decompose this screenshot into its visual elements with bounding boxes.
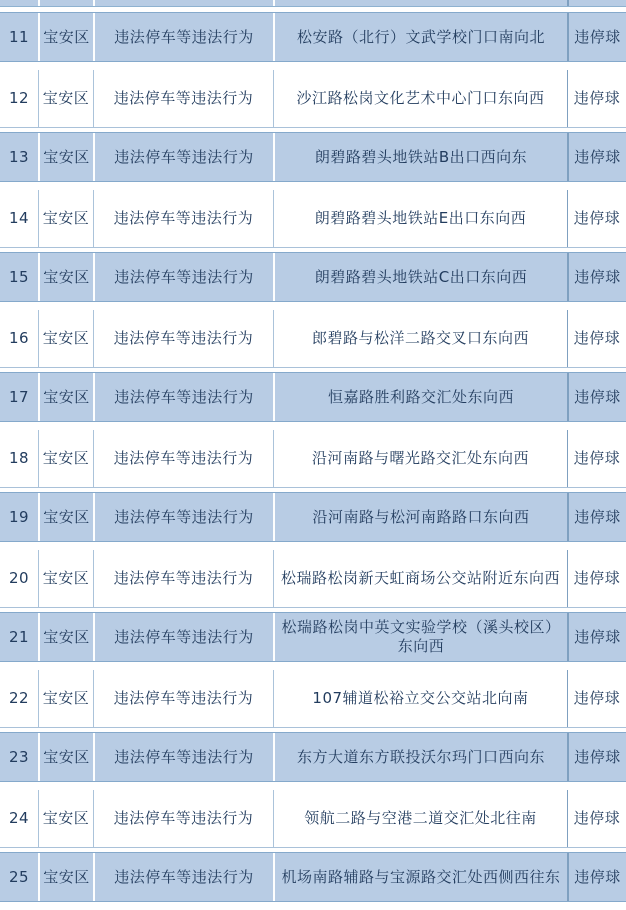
table-row — [0, 430, 626, 488]
violation-type-label: 违法停车等违法行为 — [113, 689, 254, 707]
table-row — [0, 732, 626, 790]
violation-type-cell — [93, 0, 273, 6]
district-cell — [38, 853, 93, 901]
violation-type-label: 违法停车等违法行为 — [114, 747, 254, 766]
location-label: 沙江路松岗文化艺术中心门口东向西 — [296, 89, 545, 107]
device-type-label: 违停球 — [574, 267, 621, 286]
row-number: 15 — [8, 267, 30, 286]
device-type-cell — [567, 613, 626, 661]
device-type-cell — [567, 253, 626, 301]
district-label: 宝安区 — [42, 809, 90, 827]
device-type-label: 违停球 — [573, 449, 621, 467]
partial-row-above — [0, 0, 626, 7]
location-label: 郎碧路与松洋二路交叉口东向西 — [311, 329, 529, 347]
device-type-cell — [567, 790, 626, 847]
row-number: 20 — [8, 569, 30, 587]
violation-type-label: 违法停车等违法行为 — [113, 569, 254, 587]
district-cell — [38, 550, 93, 607]
location-label: 机场南路辅路与宝源路交汇处西侧西往东 — [281, 867, 561, 886]
district-label: 宝安区 — [43, 27, 90, 46]
violation-type-cell — [93, 790, 273, 847]
violation-type-cell — [93, 190, 273, 247]
table-row — [0, 670, 626, 728]
row-number: 11 — [8, 27, 30, 46]
device-type-cell — [567, 430, 626, 487]
district-label: 宝安区 — [43, 387, 90, 406]
row-number: 17 — [8, 387, 30, 406]
table-row — [0, 70, 626, 128]
row-number: 23 — [8, 747, 30, 766]
violation-type-cell — [93, 430, 273, 487]
district-cell — [38, 493, 93, 541]
violation-type-cell — [93, 493, 273, 541]
row-number-cell — [0, 253, 38, 301]
device-type-cell — [567, 310, 626, 367]
location-cell — [273, 133, 567, 181]
location-cell — [273, 13, 567, 61]
device-type-label: 违停球 — [574, 147, 621, 166]
location-cell — [273, 310, 567, 367]
table-row-band — [0, 612, 626, 662]
violation-type-cell — [93, 373, 273, 421]
location-cell — [273, 70, 567, 127]
row-number: 25 — [8, 867, 30, 886]
device-type-cell — [567, 133, 626, 181]
violation-type-label: 违法停车等违法行为 — [113, 449, 254, 467]
violation-type-cell — [93, 613, 273, 661]
device-type-label: 违停球 — [574, 747, 621, 766]
violation-type-label: 违法停车等违法行为 — [114, 147, 254, 166]
location-label: 恒嘉路胜利路交汇处东向西 — [327, 387, 514, 406]
violation-type-label: 违法停车等违法行为 — [113, 209, 254, 227]
violation-type-label: 违法停车等违法行为 — [114, 387, 254, 406]
table-row — [0, 132, 626, 190]
district-label: 宝安区 — [43, 267, 90, 286]
location-cell — [273, 550, 567, 607]
table-row-band — [0, 852, 626, 902]
district-cell — [38, 430, 93, 487]
violation-type-label: 违法停车等违法行为 — [114, 27, 254, 46]
row-number: 22 — [8, 689, 30, 707]
district-label: 宝安区 — [43, 507, 90, 526]
table-row — [0, 12, 626, 70]
district-label: 宝安区 — [43, 747, 90, 766]
district-cell — [38, 253, 93, 301]
device-type-label: 违停球 — [573, 89, 621, 107]
location-label: 107辅道松裕立交公交站北向南 — [312, 689, 529, 707]
district-label: 宝安区 — [42, 329, 90, 347]
row-number-cell — [0, 133, 38, 181]
location-label: 沿河南路与曙光路交汇处东向西 — [311, 449, 529, 467]
location-cell — [273, 190, 567, 247]
device-type-cell — [567, 70, 626, 127]
violation-type-cell — [93, 13, 273, 61]
district-label: 宝安区 — [42, 569, 90, 587]
row-number-cell — [0, 670, 38, 727]
table-row — [0, 190, 626, 248]
row-number: 24 — [8, 809, 30, 827]
table-row — [0, 612, 626, 670]
location-label: 松安路（北行）文武学校门口南向北 — [296, 27, 545, 46]
violation-type-label: 违法停车等违法行为 — [113, 89, 254, 107]
district-cell — [38, 670, 93, 727]
location-cell — [273, 613, 567, 661]
district-label: 宝安区 — [42, 209, 90, 227]
district-label: 宝安区 — [43, 147, 90, 166]
device-type-label: 违停球 — [573, 209, 621, 227]
district-cell — [38, 790, 93, 847]
row-number-cell — [0, 310, 38, 367]
row-number: 18 — [8, 449, 30, 467]
device-type-label: 违停球 — [573, 689, 621, 707]
violation-type-label: 违法停车等违法行为 — [113, 809, 254, 827]
location-cell — [273, 670, 567, 727]
location-label: 领航二路与空港二道交汇处北往南 — [304, 809, 537, 827]
device-type-label: 违停球 — [574, 867, 621, 886]
device-type-label: 违停球 — [574, 387, 621, 406]
location-cell — [273, 0, 567, 6]
violation-type-label: 违法停车等违法行为 — [114, 267, 254, 286]
district-label: 宝安区 — [42, 449, 90, 467]
violation-type-label: 违法停车等违法行为 — [114, 867, 254, 886]
table-row — [0, 492, 626, 550]
device-type-cell — [567, 0, 626, 6]
table-row — [0, 550, 626, 608]
row-number-cell — [0, 613, 38, 661]
table-row — [0, 372, 626, 430]
violation-type-cell — [93, 133, 273, 181]
row-number-cell — [0, 13, 38, 61]
device-type-label: 违停球 — [573, 809, 621, 827]
location-cell — [273, 430, 567, 487]
district-cell — [38, 613, 93, 661]
device-type-cell — [567, 733, 626, 781]
row-number-cell — [0, 733, 38, 781]
district-cell — [38, 190, 93, 247]
device-type-cell — [567, 190, 626, 247]
violation-type-label: 违法停车等违法行为 — [114, 627, 254, 646]
row-number-cell — [0, 70, 38, 127]
row-number-cell — [0, 493, 38, 541]
table-row-band — [0, 132, 626, 182]
device-type-cell — [567, 13, 626, 61]
violation-type-cell — [93, 853, 273, 901]
district-label: 宝安区 — [42, 689, 90, 707]
device-type-label: 违停球 — [574, 27, 621, 46]
row-number: 19 — [8, 507, 30, 526]
table-row-band — [0, 70, 626, 128]
violation-type-cell — [93, 310, 273, 367]
table-row-band — [0, 252, 626, 302]
violation-type-label: 违法停车等违法行为 — [113, 329, 254, 347]
violation-type-label: 违法停车等违法行为 — [114, 507, 254, 526]
location-label: 松瑞路松岗中英文实验学校（溪头校区）东向西 — [281, 618, 561, 655]
device-type-label: 违停球 — [573, 329, 621, 347]
district-label: 宝安区 — [43, 867, 90, 886]
device-type-label: 违停球 — [573, 569, 621, 587]
table-row-band — [0, 190, 626, 248]
row-number: 12 — [8, 89, 30, 107]
device-type-cell — [567, 670, 626, 727]
device-type-label: 违停球 — [574, 507, 621, 526]
device-type-cell — [567, 853, 626, 901]
location-cell — [273, 790, 567, 847]
district-cell — [38, 0, 93, 6]
table-row-band — [0, 492, 626, 542]
row-number-cell — [0, 550, 38, 607]
table-row — [0, 310, 626, 368]
row-number-cell — [0, 430, 38, 487]
table-row-band — [0, 430, 626, 488]
location-label: 东方大道东方联投沃尔玛门口西向东 — [296, 747, 545, 766]
table-row — [0, 852, 626, 910]
violation-type-cell — [93, 670, 273, 727]
row-number: 14 — [8, 209, 30, 227]
district-cell — [38, 70, 93, 127]
table-row-band — [0, 310, 626, 368]
location-cell — [273, 733, 567, 781]
table-row-band — [0, 372, 626, 422]
table-row-band — [0, 12, 626, 62]
device-type-cell — [567, 373, 626, 421]
district-cell — [38, 373, 93, 421]
location-label: 松瑞路松岗新天虹商场公交站附近东向西 — [280, 569, 560, 587]
violation-type-cell — [93, 253, 273, 301]
row-number: 21 — [8, 627, 30, 646]
location-cell — [273, 253, 567, 301]
row-number-cell — [0, 0, 38, 6]
location-label: 朗碧路碧头地铁站C出口东向西 — [314, 267, 528, 286]
row-number-cell — [0, 853, 38, 901]
device-type-label: 违停球 — [574, 627, 621, 646]
location-cell — [273, 493, 567, 541]
district-cell — [38, 13, 93, 61]
location-label: 朗碧路碧头地铁站E出口东向西 — [314, 209, 527, 227]
location-label: 沿河南路与松河南路路口东向西 — [312, 507, 530, 526]
violation-type-cell — [93, 70, 273, 127]
district-label: 宝安区 — [43, 627, 90, 646]
district-cell — [38, 310, 93, 367]
table-row-band — [0, 790, 626, 848]
row-number: 13 — [8, 147, 30, 166]
location-label: 朗碧路碧头地铁站B出口西向东 — [314, 147, 528, 166]
device-type-cell — [567, 550, 626, 607]
violation-type-cell — [93, 733, 273, 781]
violation-type-cell — [93, 550, 273, 607]
device-type-cell — [567, 493, 626, 541]
table-body — [0, 12, 626, 910]
table-row — [0, 252, 626, 310]
district-cell — [38, 733, 93, 781]
district-label: 宝安区 — [42, 89, 90, 107]
location-cell — [273, 853, 567, 901]
table-row — [0, 790, 626, 848]
location-cell — [273, 373, 567, 421]
table-row-band — [0, 550, 626, 608]
row-number-cell — [0, 373, 38, 421]
district-cell — [38, 133, 93, 181]
row-number: 16 — [8, 329, 30, 347]
table-row-band — [0, 670, 626, 728]
row-number-cell — [0, 790, 38, 847]
table-row-band — [0, 732, 626, 782]
row-number-cell — [0, 190, 38, 247]
